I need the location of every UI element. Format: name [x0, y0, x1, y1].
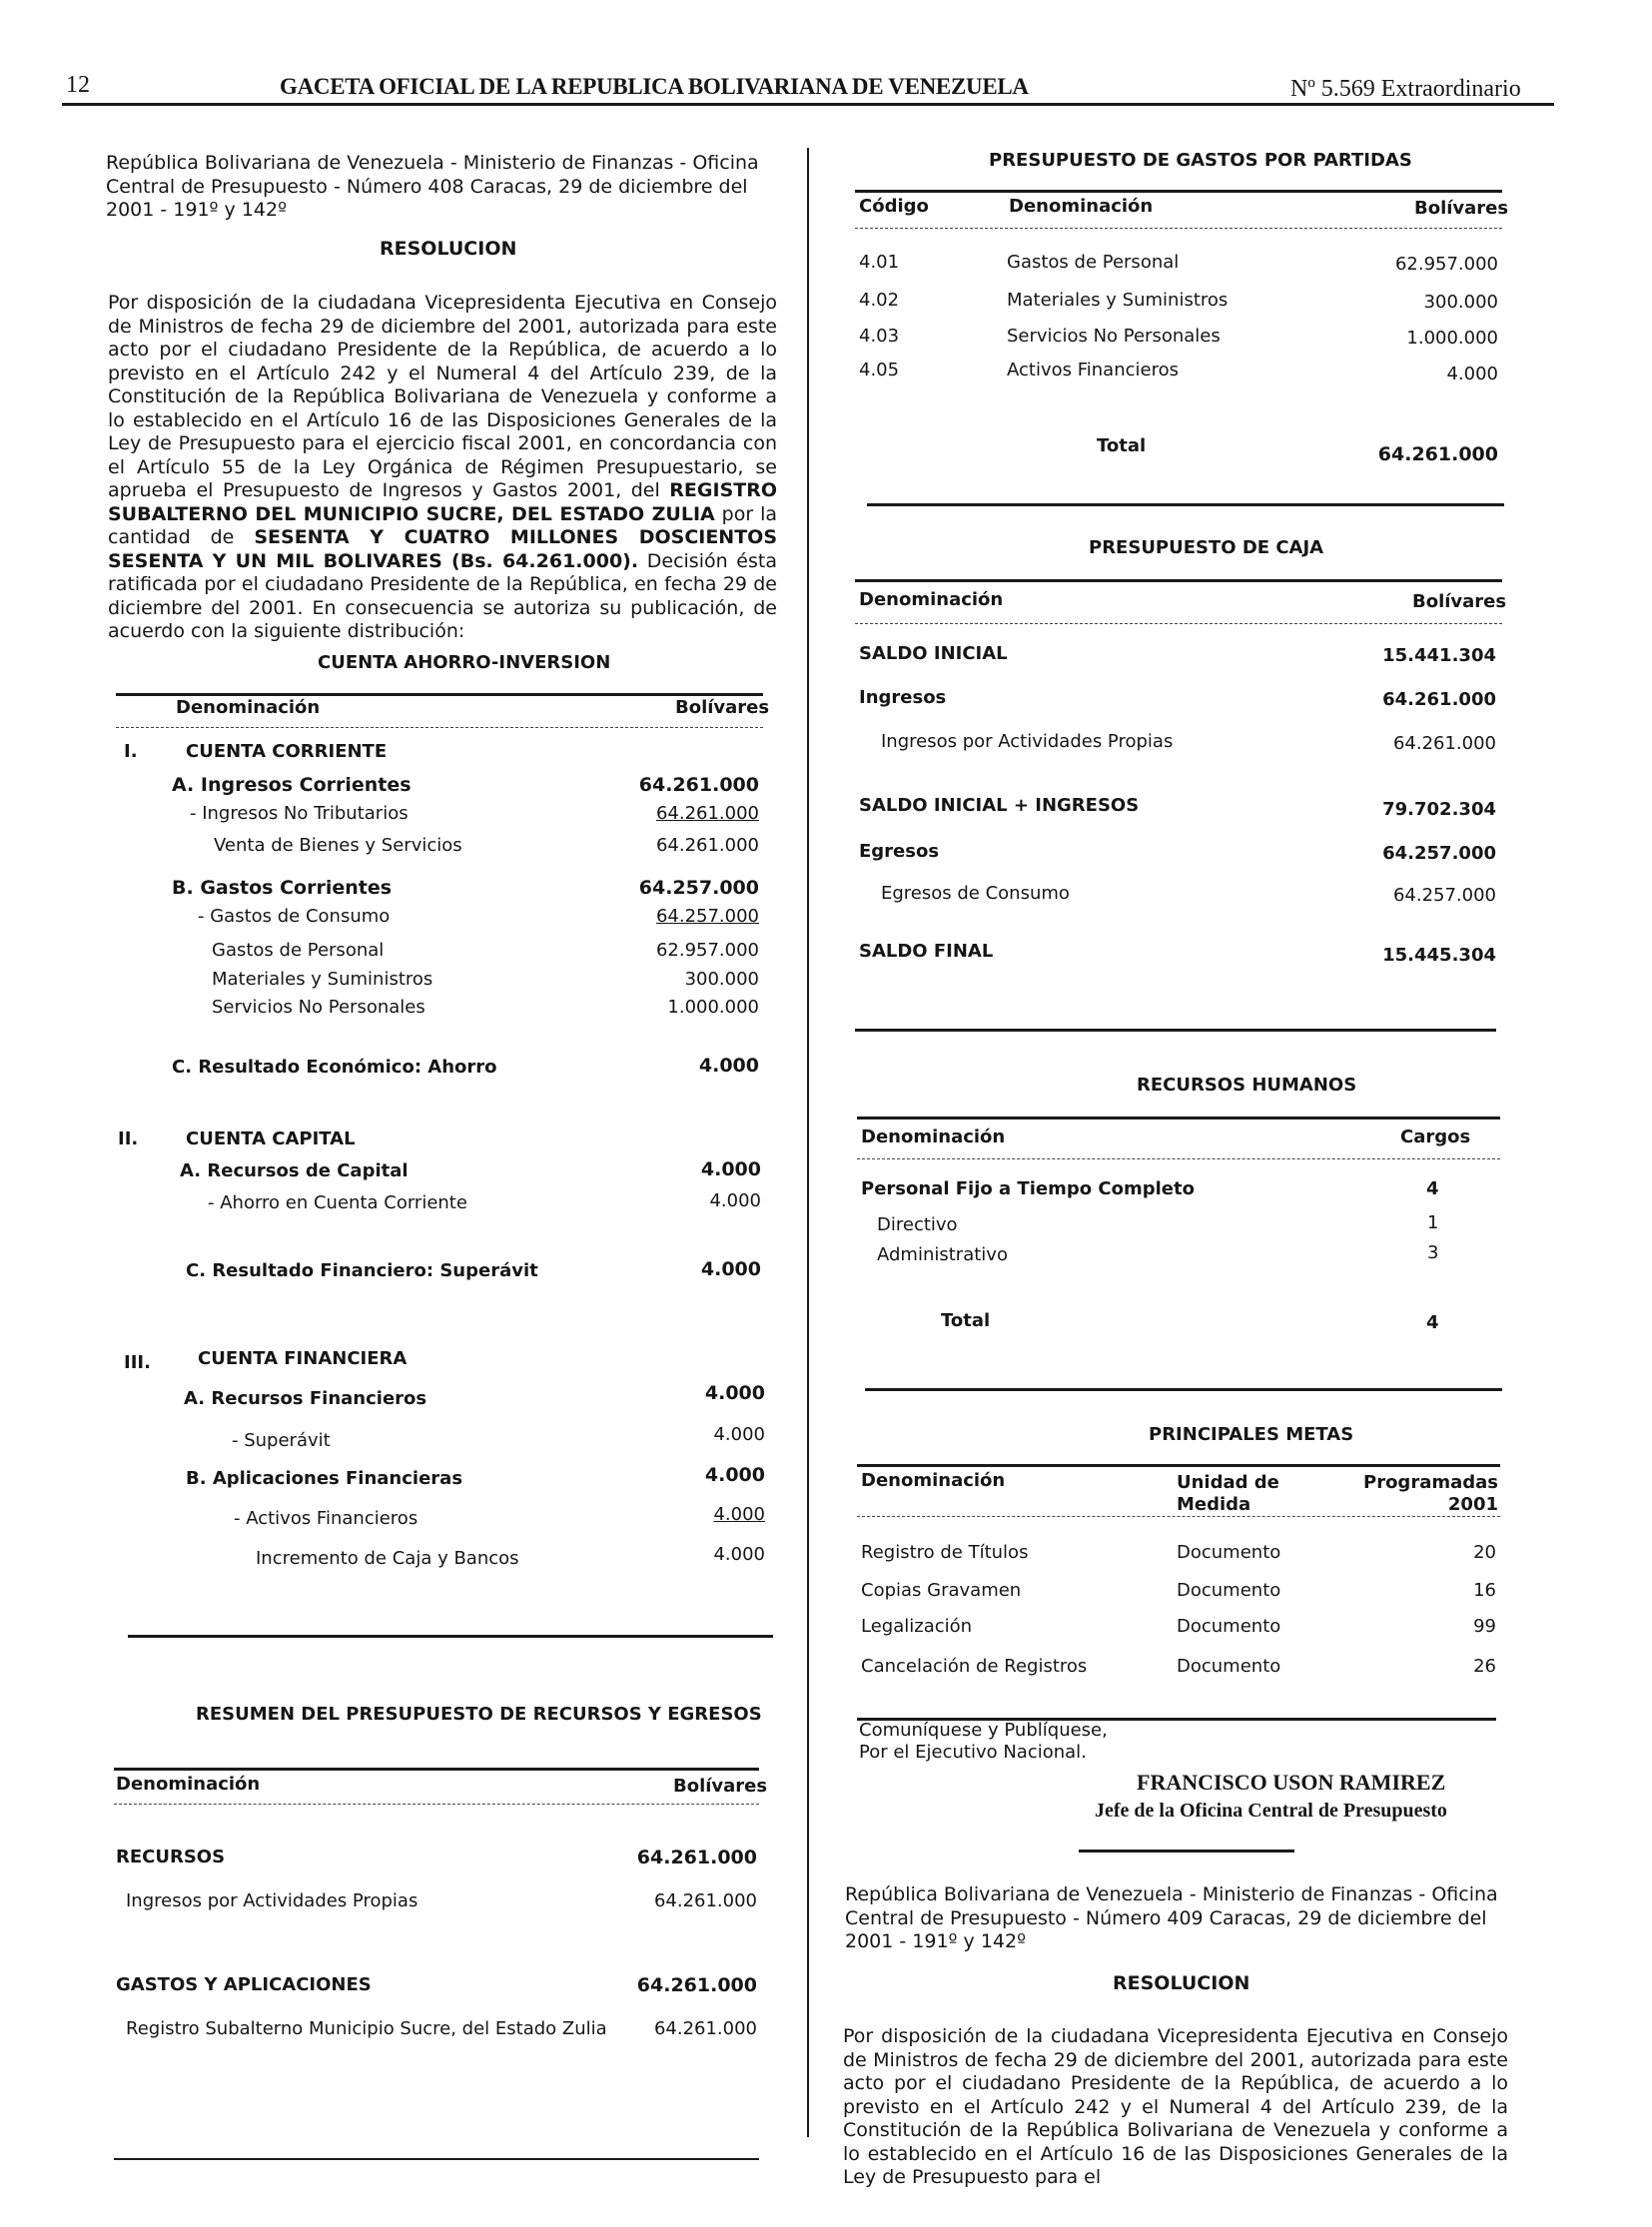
administrativo-value: 3 — [1427, 1242, 1439, 1263]
meta-name: Copias Gravamen — [861, 1580, 1022, 1601]
metas-col-unidad-line1: Unidad de — [1177, 1472, 1279, 1493]
metas-title: PRINCIPALES METAS — [1149, 1424, 1354, 1445]
partida-row — [855, 290, 1498, 316]
body-text-1: Por disposición de la ciudadana Vicepresidenta Ejecutiva en Consejo de Ministros de fecha 29 de diciembre del 2001, autorizada para este acto por el ciudadano Presidente de la República, de acuerdo a lo previsto en el Artículo 242 y el Numeral 4 del Artículo 239, de la Constitución de la República Bolivariana de Venezuela y conforme a lo establecido en el Artículo 16 de las Disposiciones Generales de la Ley de Presupuesto para el ejercicio fiscal 2001, en concordancia con el Artículo 55 de la Ley Orgánica de Régimen Presupuestario, se aprueba el Presupuesto de Ingresos y Gastos 2001, del — [108, 292, 777, 501]
meta-value: 16 — [1473, 1580, 1496, 1601]
recursos-capital-value: 4.000 — [700, 1158, 761, 1180]
incremento-caja-label: Incremento de Caja y Bancos — [256, 1548, 519, 1569]
rrhh-total-label: Total — [941, 1310, 991, 1331]
egresos-label: Egresos — [859, 841, 940, 862]
rrhh-col-cargos: Cargos — [1400, 1126, 1471, 1147]
materiales-label: Materiales y Suministros — [212, 969, 433, 990]
partida-name: Activos Financieros — [1007, 360, 1179, 380]
signer-title: Jefe de la Oficina Central de Presupuesto — [1095, 1800, 1447, 1822]
metas-col-unidad — [1177, 1472, 1279, 1516]
caja-title: PRESUPUESTO DE CAJA — [1089, 537, 1324, 558]
meta-unit: Documento — [1177, 1616, 1281, 1637]
signature-rule — [1079, 1850, 1294, 1853]
cuenta-bottom-rule — [128, 1635, 773, 1638]
cuenta-title: CUENTA AHORRO-INVERSION — [318, 652, 611, 673]
meta-row — [857, 1542, 1498, 1568]
egresos-value: 64.257.000 — [1382, 843, 1496, 864]
cuenta-corriente-title: CUENTA CORRIENTE — [186, 741, 388, 762]
gazette-title: GACETA OFICIAL DE LA REPUBLICA BOLIVARIANA DE VENEZUELA — [280, 74, 1029, 99]
superavit-value: 4.000 — [713, 1424, 765, 1445]
incremento-caja-value: 4.000 — [713, 1544, 765, 1565]
meta-row — [857, 1656, 1498, 1682]
rrhh-bottom-rule — [865, 1388, 1502, 1391]
ingresos-corrientes-value: 64.261.000 — [638, 774, 759, 796]
recursos-financieros-value: 4.000 — [704, 1382, 765, 1404]
partida-value: 1.000.000 — [1406, 328, 1498, 349]
body-bold-2: SESENTA Y CUATRO MILLONES DOSCIENTOS SESENTA Y UN MIL BOLIVARES (Bs. 64.261.000). — [108, 526, 778, 572]
partida-code: 4.01 — [859, 252, 900, 273]
metas-col-denominacion: Denominación — [861, 1470, 1006, 1491]
meta-row — [857, 1616, 1498, 1642]
partidas-title: PRESUPUESTO DE GASTOS POR PARTIDAS — [989, 150, 1412, 171]
cuenta-col-denominacion: Denominación — [176, 697, 321, 718]
partidas-bottom-rule — [867, 503, 1504, 506]
partida-value: 4.000 — [1446, 364, 1498, 384]
resolution-body — [108, 292, 777, 644]
partida-name: Servicios No Personales — [1007, 326, 1221, 347]
resultado-economico-value: 4.000 — [698, 1055, 759, 1077]
personal-fijo-value: 4 — [1426, 1178, 1439, 1199]
ingresos-no-tributarios-label: - Ingresos No Tributarios — [190, 803, 409, 824]
cuenta-financiera-title: CUENTA FINANCIERA — [198, 1348, 408, 1369]
meta-unit: Documento — [1177, 1542, 1281, 1563]
directivo-value: 1 — [1427, 1212, 1439, 1233]
column-divider — [807, 148, 809, 2137]
caja-ingresos-propias-value: 64.261.000 — [1392, 733, 1496, 754]
resolution-2-body: Por disposición de la ciudadana Vicepresidenta Ejecutiva en Consejo de Ministros de fecha 29 de diciembre del 2001, autorizada para este acto por el ciudadano Presidente de la República, de acuerdo a lo previsto en el Artículo 242 y el Numeral 4 del Artículo 239, de la Constitución de la República Bolivariana de Venezuela y conforme a lo establecido en el Artículo 16 de las Disposiciones Generales de la Ley de Presupuesto para el — [843, 2025, 1508, 2188]
meta-unit: Documento — [1177, 1656, 1281, 1677]
metas-top-rule — [857, 1464, 1500, 1467]
signer-name: FRANCISCO USON RAMIREZ — [1137, 1770, 1446, 1795]
closing-line-1: Comuníquese y Publíquese, — [859, 1720, 1108, 1741]
gastos-aplicaciones-label: GASTOS Y APLICACIONES — [116, 1974, 372, 1995]
cuenta-ii-number: II. — [118, 1128, 139, 1149]
directivo-label: Directivo — [877, 1214, 958, 1235]
resumen-ingresos-label: Ingresos por Actividades Propias — [126, 1890, 418, 1911]
gastos-aplicaciones-value: 64.261.000 — [636, 1974, 757, 1996]
ingresos-no-tributarios-value: 64.261.000 — [655, 803, 759, 824]
page-number: 12 — [66, 72, 90, 98]
resumen-top-rule — [114, 1768, 759, 1771]
partida-code: 4.05 — [859, 360, 900, 380]
caja-col-denominacion: Denominación — [859, 589, 1004, 610]
recursos-value: 64.261.000 — [636, 1847, 757, 1868]
meta-unit: Documento — [1177, 1580, 1281, 1601]
caja-ingresos-label: Ingresos — [859, 687, 947, 708]
resumen-header-rule — [114, 1804, 759, 1805]
partidas-col-denominacion: Denominación — [1009, 196, 1154, 217]
recursos-financieros-label: A. Recursos Financieros — [184, 1388, 427, 1409]
cuenta-header-rule — [116, 727, 763, 728]
rrhh-total-value: 4 — [1426, 1312, 1439, 1333]
caja-ingresos-propias-label: Ingresos por Actividades Propias — [881, 731, 1174, 752]
partidas-col-bolivares: Bolívares — [1414, 198, 1509, 219]
meta-value: 99 — [1473, 1616, 1496, 1637]
meta-name: Registro de Títulos — [861, 1542, 1029, 1563]
gastos-personal-value: 62.957.000 — [655, 940, 759, 961]
caja-header-rule — [855, 623, 1502, 624]
gastos-consumo-value: 64.257.000 — [655, 906, 759, 927]
gastos-personal-label: Gastos de Personal — [212, 940, 385, 961]
meta-value: 26 — [1473, 1656, 1496, 1677]
metas-col-unidad-line2: Medida — [1177, 1494, 1251, 1515]
partida-row — [855, 360, 1498, 385]
cuenta-i-number: I. — [124, 741, 138, 762]
meta-name: Legalización — [861, 1616, 973, 1637]
caja-ingresos-value: 64.261.000 — [1382, 689, 1496, 710]
saldo-inicial-value: 15.441.304 — [1382, 645, 1496, 666]
aplicaciones-financieras-value: 4.000 — [704, 1464, 765, 1486]
cuenta-col-bolivares: Bolívares — [675, 697, 770, 718]
meta-value: 20 — [1473, 1542, 1496, 1563]
registro-subalterno-label: Registro Subalterno Municipio Sucre, del Estado Zulia — [126, 2018, 607, 2039]
ahorro-cuenta-value: 4.000 — [709, 1190, 761, 1211]
ahorro-cuenta-label: - Ahorro en Cuenta Corriente — [208, 1192, 467, 1213]
saldo-inicial-ingresos-label: SALDO INICIAL + INGRESOS — [859, 795, 1140, 816]
cuenta-capital-title: CUENTA CAPITAL — [186, 1128, 356, 1149]
meta-row — [857, 1580, 1498, 1606]
recursos-label: RECURSOS — [116, 1847, 226, 1867]
issue-number: Nº 5.569 Extraordinario — [1290, 76, 1521, 102]
partida-code: 4.03 — [859, 326, 900, 347]
cuenta-iii-number: III. — [124, 1352, 151, 1373]
venta-bienes-label: Venta de Bienes y Servicios — [214, 835, 462, 856]
resultado-financiero-value: 4.000 — [700, 1258, 761, 1280]
venta-bienes-value: 64.261.000 — [655, 835, 759, 856]
partida-row — [855, 252, 1498, 278]
administrativo-label: Administrativo — [877, 1244, 1008, 1265]
resolution-title: RESOLUCION — [380, 238, 517, 260]
egresos-consumo-value: 64.257.000 — [1392, 885, 1496, 906]
superavit-label: - Superávit — [232, 1430, 331, 1451]
resumen-bottom-rule — [114, 2158, 759, 2160]
egresos-consumo-label: Egresos de Consumo — [881, 883, 1070, 904]
saldo-final-value: 15.445.304 — [1382, 945, 1496, 966]
partida-name: Materiales y Suministros — [1007, 290, 1229, 311]
partidas-total-label: Total — [1097, 435, 1147, 456]
rrhh-col-denominacion: Denominación — [861, 1126, 1006, 1147]
resolution-intro: República Bolivariana de Venezuela - Ministerio de Finanzas - Oficina Central de Presupuesto - Número 408 Caracas, 29 de diciembre del 2001 - 191º y 142º — [106, 152, 759, 221]
caja-col-bolivares: Bolívares — [1412, 591, 1507, 612]
metas-col-programadas — [1358, 1472, 1498, 1516]
resumen-ingresos-value: 64.261.000 — [653, 1890, 757, 1911]
partida-code: 4.02 — [859, 290, 900, 311]
activos-financieros-value: 4.000 — [713, 1504, 765, 1525]
gastos-corrientes-label: B. Gastos Corrientes — [172, 877, 393, 899]
saldo-inicial-label: SALDO INICIAL — [859, 643, 1008, 664]
aplicaciones-financieras-label: B. Aplicaciones Financieras — [186, 1468, 463, 1489]
materiales-value: 300.000 — [684, 969, 759, 990]
body-bold-1: REGISTRO SUBALTERNO DEL MUNICIPIO SUCRE, DEL ESTADO ZULIA — [108, 479, 777, 525]
partidas-total-value: 64.261.000 — [1377, 443, 1498, 465]
header-rule — [62, 103, 1554, 106]
partida-value: 300.000 — [1423, 292, 1498, 313]
recursos-capital-label: A. Recursos de Capital — [180, 1160, 409, 1181]
resolution-2-intro: República Bolivariana de Venezuela - Ministerio de Finanzas - Oficina Central de Presupuesto - Número 409 Caracas, 29 de diciembre del 2001 - 191º y 142º — [845, 1883, 1498, 1952]
partida-value: 62.957.000 — [1394, 254, 1498, 275]
body-text-3: Decisión ésta ratificada por el ciudadano Presidente de la República, en fecha 29 de diciembre del 2001. En consecuencia se autoriza su publicación, de acuerdo con la siguiente distribución: — [108, 549, 777, 642]
gastos-consumo-label: - Gastos de Consumo — [198, 906, 391, 927]
meta-name: Cancelación de Registros — [861, 1656, 1088, 1677]
saldo-final-label: SALDO FINAL — [859, 941, 994, 962]
caja-top-rule — [855, 579, 1502, 582]
partidas-header-rule — [855, 228, 1502, 229]
resolution-2-title: RESOLUCION — [1113, 1972, 1250, 1994]
rrhh-top-rule — [857, 1116, 1500, 1119]
ingresos-corrientes-label: A. Ingresos Corrientes — [172, 774, 412, 796]
rrhh-title: RECURSOS HUMANOS — [1137, 1075, 1357, 1096]
saldo-inicial-ingresos-value: 79.702.304 — [1382, 799, 1496, 820]
servicios-value: 1.000.000 — [667, 997, 759, 1018]
servicios-label: Servicios No Personales — [212, 997, 425, 1018]
caja-bottom-rule — [855, 1029, 1496, 1032]
metas-col-programadas-line1: Programadas — [1363, 1472, 1498, 1493]
resultado-financiero-label: C. Resultado Financiero: Superávit — [186, 1260, 538, 1281]
body-text-2: por la cantidad de — [108, 502, 778, 548]
metas-header-rule — [857, 1516, 1500, 1517]
activos-financieros-label: - Activos Financieros — [234, 1508, 418, 1529]
cuenta-top-rule — [116, 693, 763, 696]
partidas-top-rule — [855, 190, 1502, 193]
closing-line-2: Por el Ejecutivo Nacional. — [859, 1742, 1087, 1763]
resumen-col-bolivares: Bolívares — [673, 1776, 768, 1797]
registro-subalterno-value: 64.261.000 — [653, 2018, 757, 2039]
resultado-economico-label: C. Resultado Económico: Ahorro — [172, 1057, 497, 1078]
personal-fijo-label: Personal Fijo a Tiempo Completo — [861, 1178, 1195, 1199]
rrhh-header-rule — [857, 1158, 1500, 1159]
partidas-col-codigo: Código — [859, 196, 929, 217]
gastos-corrientes-value: 64.257.000 — [638, 877, 759, 899]
resumen-col-denominacion: Denominación — [116, 1774, 261, 1795]
metas-col-programadas-line2: 2001 — [1447, 1494, 1498, 1515]
partida-name: Gastos de Personal — [1007, 252, 1180, 273]
partida-row — [855, 326, 1498, 352]
resumen-title: RESUMEN DEL PRESUPUESTO DE RECURSOS Y EGRESOS — [196, 1704, 762, 1725]
